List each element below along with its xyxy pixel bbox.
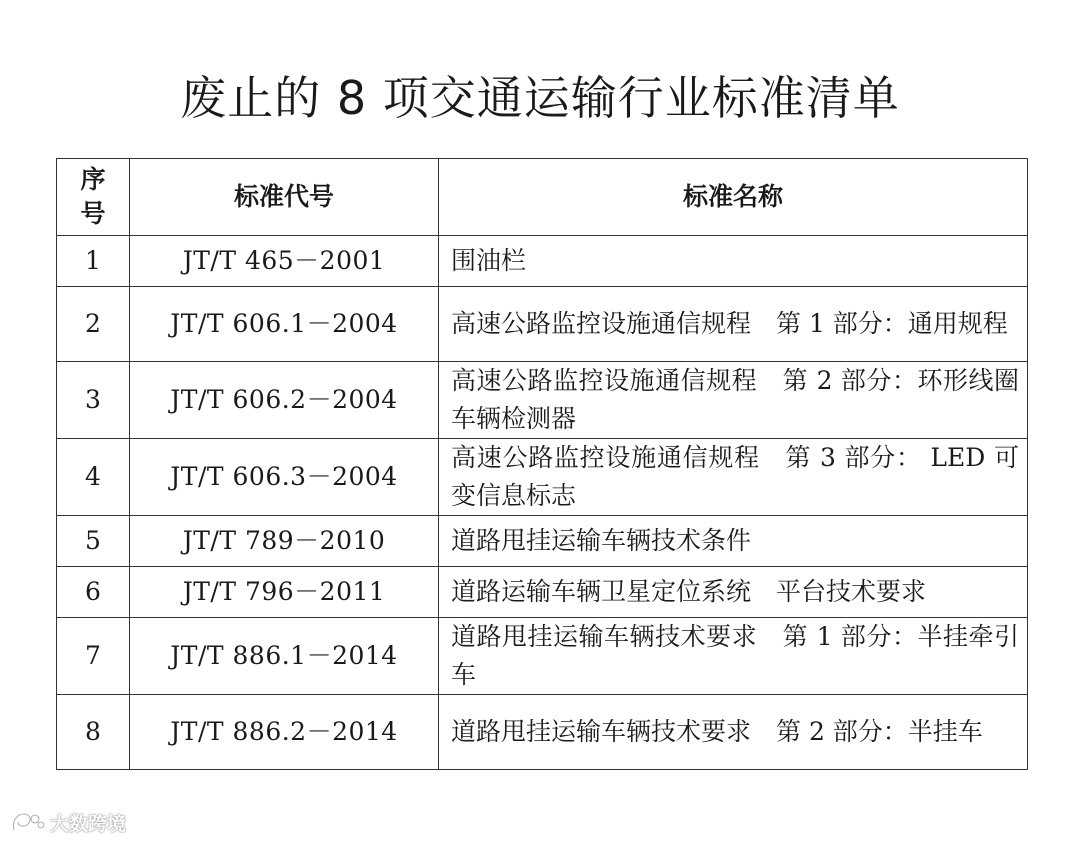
cell-no: 7: [57, 618, 130, 695]
cell-name: 道路甩挂运输车辆技术要求 第 2 部分：半挂车: [439, 695, 1028, 770]
watermark-text: 大数跨境: [50, 812, 127, 835]
cell-name: 高速公路监控设施通信规程 第 2 部分：环形线圈车辆检测器: [439, 362, 1028, 439]
header-no-line2: 号: [80, 199, 106, 228]
header-code: 标准代号: [130, 159, 439, 236]
cell-code: JT/T 606.3－2004: [130, 439, 439, 516]
cell-no: 5: [57, 516, 130, 567]
cell-name: 道路甩挂运输车辆技术要求 第 1 部分：半挂牵引车: [439, 618, 1028, 695]
header-no-line1: 序: [80, 165, 106, 194]
cell-code: JT/T 606.2－2004: [130, 362, 439, 439]
cell-no: 1: [57, 236, 130, 287]
cell-code: JT/T 606.1－2004: [130, 287, 439, 362]
cell-code: JT/T 796－2011: [130, 567, 439, 618]
table-row: [57, 362, 1028, 439]
table-row: [57, 567, 1028, 618]
header-no: [57, 159, 130, 236]
table-row: [57, 439, 1028, 516]
cell-code: JT/T 886.2－2014: [130, 695, 439, 770]
table-row: [57, 618, 1028, 695]
cell-no: 2: [57, 287, 130, 362]
page-title: 废止的 8 项交通运输行业标准清单: [180, 71, 900, 125]
table-header-row: [57, 159, 1028, 236]
table-row: [57, 236, 1028, 287]
brand-logo-icon: [10, 810, 46, 834]
cell-name: 道路甩挂运输车辆技术条件: [439, 516, 1028, 567]
cell-code: JT/T 886.1－2014: [130, 618, 439, 695]
cell-no: 4: [57, 439, 130, 516]
cell-no: 3: [57, 362, 130, 439]
table-row: [57, 695, 1028, 770]
cell-name: 高速公路监控设施通信规程 第 1 部分：通用规程: [439, 287, 1028, 362]
cell-name: 道路运输车辆卫星定位系统 平台技术要求: [439, 567, 1028, 618]
table-row: [57, 516, 1028, 567]
cell-no: 6: [57, 567, 130, 618]
cell-no: 8: [57, 695, 130, 770]
standards-table: [56, 158, 1028, 770]
watermark: [10, 808, 126, 836]
table-row: [57, 287, 1028, 362]
cell-name: 围油栏: [439, 236, 1028, 287]
cell-code: JT/T 789－2010: [130, 516, 439, 567]
cell-code: JT/T 465－2001: [130, 236, 439, 287]
cell-name: 高速公路监控设施通信规程 第 3 部分： LED 可变信息标志: [439, 439, 1028, 516]
header-name: 标准名称: [439, 159, 1028, 236]
